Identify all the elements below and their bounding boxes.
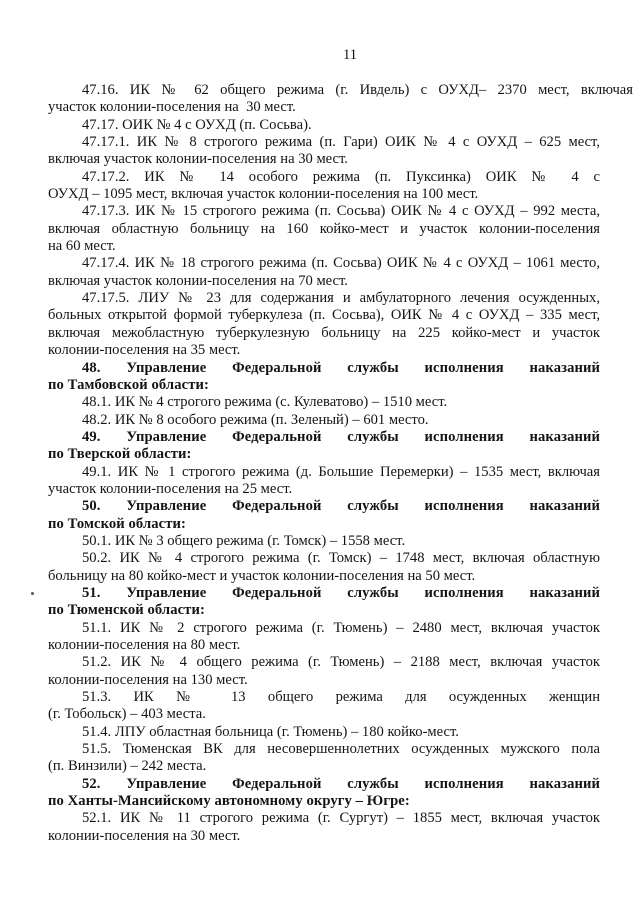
text-line: 48.1. ИК № 4 строгого режима (с. Кулеватово) – 1510 мест. [82, 394, 448, 411]
text-line: (п. Винзили) – 242 места. [48, 758, 207, 775]
text-line: 51.5. Тюменская ВК для несовершеннолетних осужденных мужского пола [82, 741, 600, 758]
text-line: 48.2. ИК № 8 особого режима (п. Зеленый) – 601 место. [82, 411, 429, 428]
text-line: 47.17.4. ИК № 18 строгого режима (п. Сосьва) ОИК № 4 с ОУХД – 1061 место, [82, 255, 600, 272]
text-line: 50.2. ИК № 4 строгого режима (г. Томск) – 1748 мест, включая областную [82, 550, 600, 567]
text-line: 51. Управление Федеральной службы исполнения наказаний [82, 584, 600, 601]
text-line: 51.2. ИК № 4 общего режима (г. Тюмень) – 2188 мест, включая участок [82, 654, 600, 671]
text-line: 47.17.3. ИК № 15 строгого режима (п. Сосьва) ОИК № 4 с ОУХД – 992 места, [82, 203, 600, 220]
text-line: 51.4. ЛПУ областная больница (г. Тюмень) – 180 койко-мест. [82, 723, 459, 740]
text-line: включая участок колонии-поселения на 30 мест. [48, 151, 348, 168]
page-number: 11 [342, 47, 358, 63]
scan-speck [31, 592, 34, 595]
text-line: 47.17. ОИК № 4 с ОУХД (п. Сосьва). [82, 116, 312, 133]
text-line: (г. Тобольск) – 403 места. [48, 706, 206, 723]
text-line: 49.1. ИК № 1 строгого режима (д. Большие Перемерки) – 1535 мест, включая [82, 463, 600, 480]
text-line: участок колонии-поселения на 30 мест. [48, 99, 296, 116]
text-line: 47.17.2. ИК № 14 особого режима (п. Пуксинка) ОИК № 4 с [82, 168, 600, 185]
text-line: 50.1. ИК № 3 общего режима (г. Томск) – 1558 мест. [82, 532, 406, 549]
text-line: колонии-поселения на 130 мест. [48, 671, 248, 688]
text-line: ОУХД – 1095 мест, включая участок колонии-поселения на 100 мест. [48, 186, 479, 203]
text-line: по Ханты-Мансийскому автономному округу – Югре: [48, 793, 410, 810]
text-line: колонии-поселения на 30 мест. [48, 827, 241, 844]
text-line: по Томской области: [48, 515, 186, 532]
text-line: 51.1. ИК № 2 строгого режима (г. Тюмень) – 2480 мест, включая участок [82, 619, 600, 636]
text-line: 47.17.1. ИК № 8 строгого режима (п. Гари) ОИК № 4 с ОУХД – 625 мест, [82, 134, 600, 151]
text-line: по Тамбовской области: [48, 376, 209, 393]
text-line: по Тверской области: [48, 446, 192, 463]
text-line: 51.3. ИК № 13 общего режима для осужденных женщин [82, 689, 600, 706]
text-line: включая участок колонии-поселения на 70 мест. [48, 272, 348, 289]
text-body [48, 82, 633, 845]
text-line: на 60 мест. [48, 238, 116, 255]
text-line: колонии-поселения на 80 мест. [48, 637, 241, 653]
text-line: 47.17.5. ЛИУ № 23 для содержания и амбулаторного лечения осужденных, [82, 290, 600, 307]
text-line: участок колонии-поселения на 25 мест. [48, 480, 293, 497]
text-line: 48. Управление Федеральной службы исполнения наказаний [82, 359, 600, 376]
text-column [48, 0, 633, 845]
text-line: 49. Управление Федеральной службы исполнения наказаний [82, 428, 600, 445]
text-line: включая межобластную туберкулезную больницу на 225 койко-мест и участок [48, 324, 600, 341]
text-line: 52. Управление Федеральной службы исполнения наказаний [82, 775, 600, 792]
text-line: больных открытой формой туберкулеза (п. Сосьва), ОИК № 4 с ОУХД – 335 мест, [48, 307, 600, 324]
text-line: включая областную больницу на 160 койко-мест и участок колонии-поселения [48, 220, 600, 237]
text-line: колонии-поселения на 35 мест. [48, 342, 241, 359]
text-line: больницу на 80 койко-мест и участок колонии-поселения на 50 мест. [48, 567, 476, 584]
text-line: по Тюменской области: [48, 602, 205, 619]
text-line: 52.1. ИК № 11 строгого режима (г. Сургут) – 1855 мест, включая участок [82, 810, 600, 827]
text-line: 50. Управление Федеральной службы исполнения наказаний [82, 498, 600, 515]
text-line: 47.16. ИК № 62 общего режима (г. Ивдель) с ОУХД– 2370 мест, включая [82, 82, 633, 98]
